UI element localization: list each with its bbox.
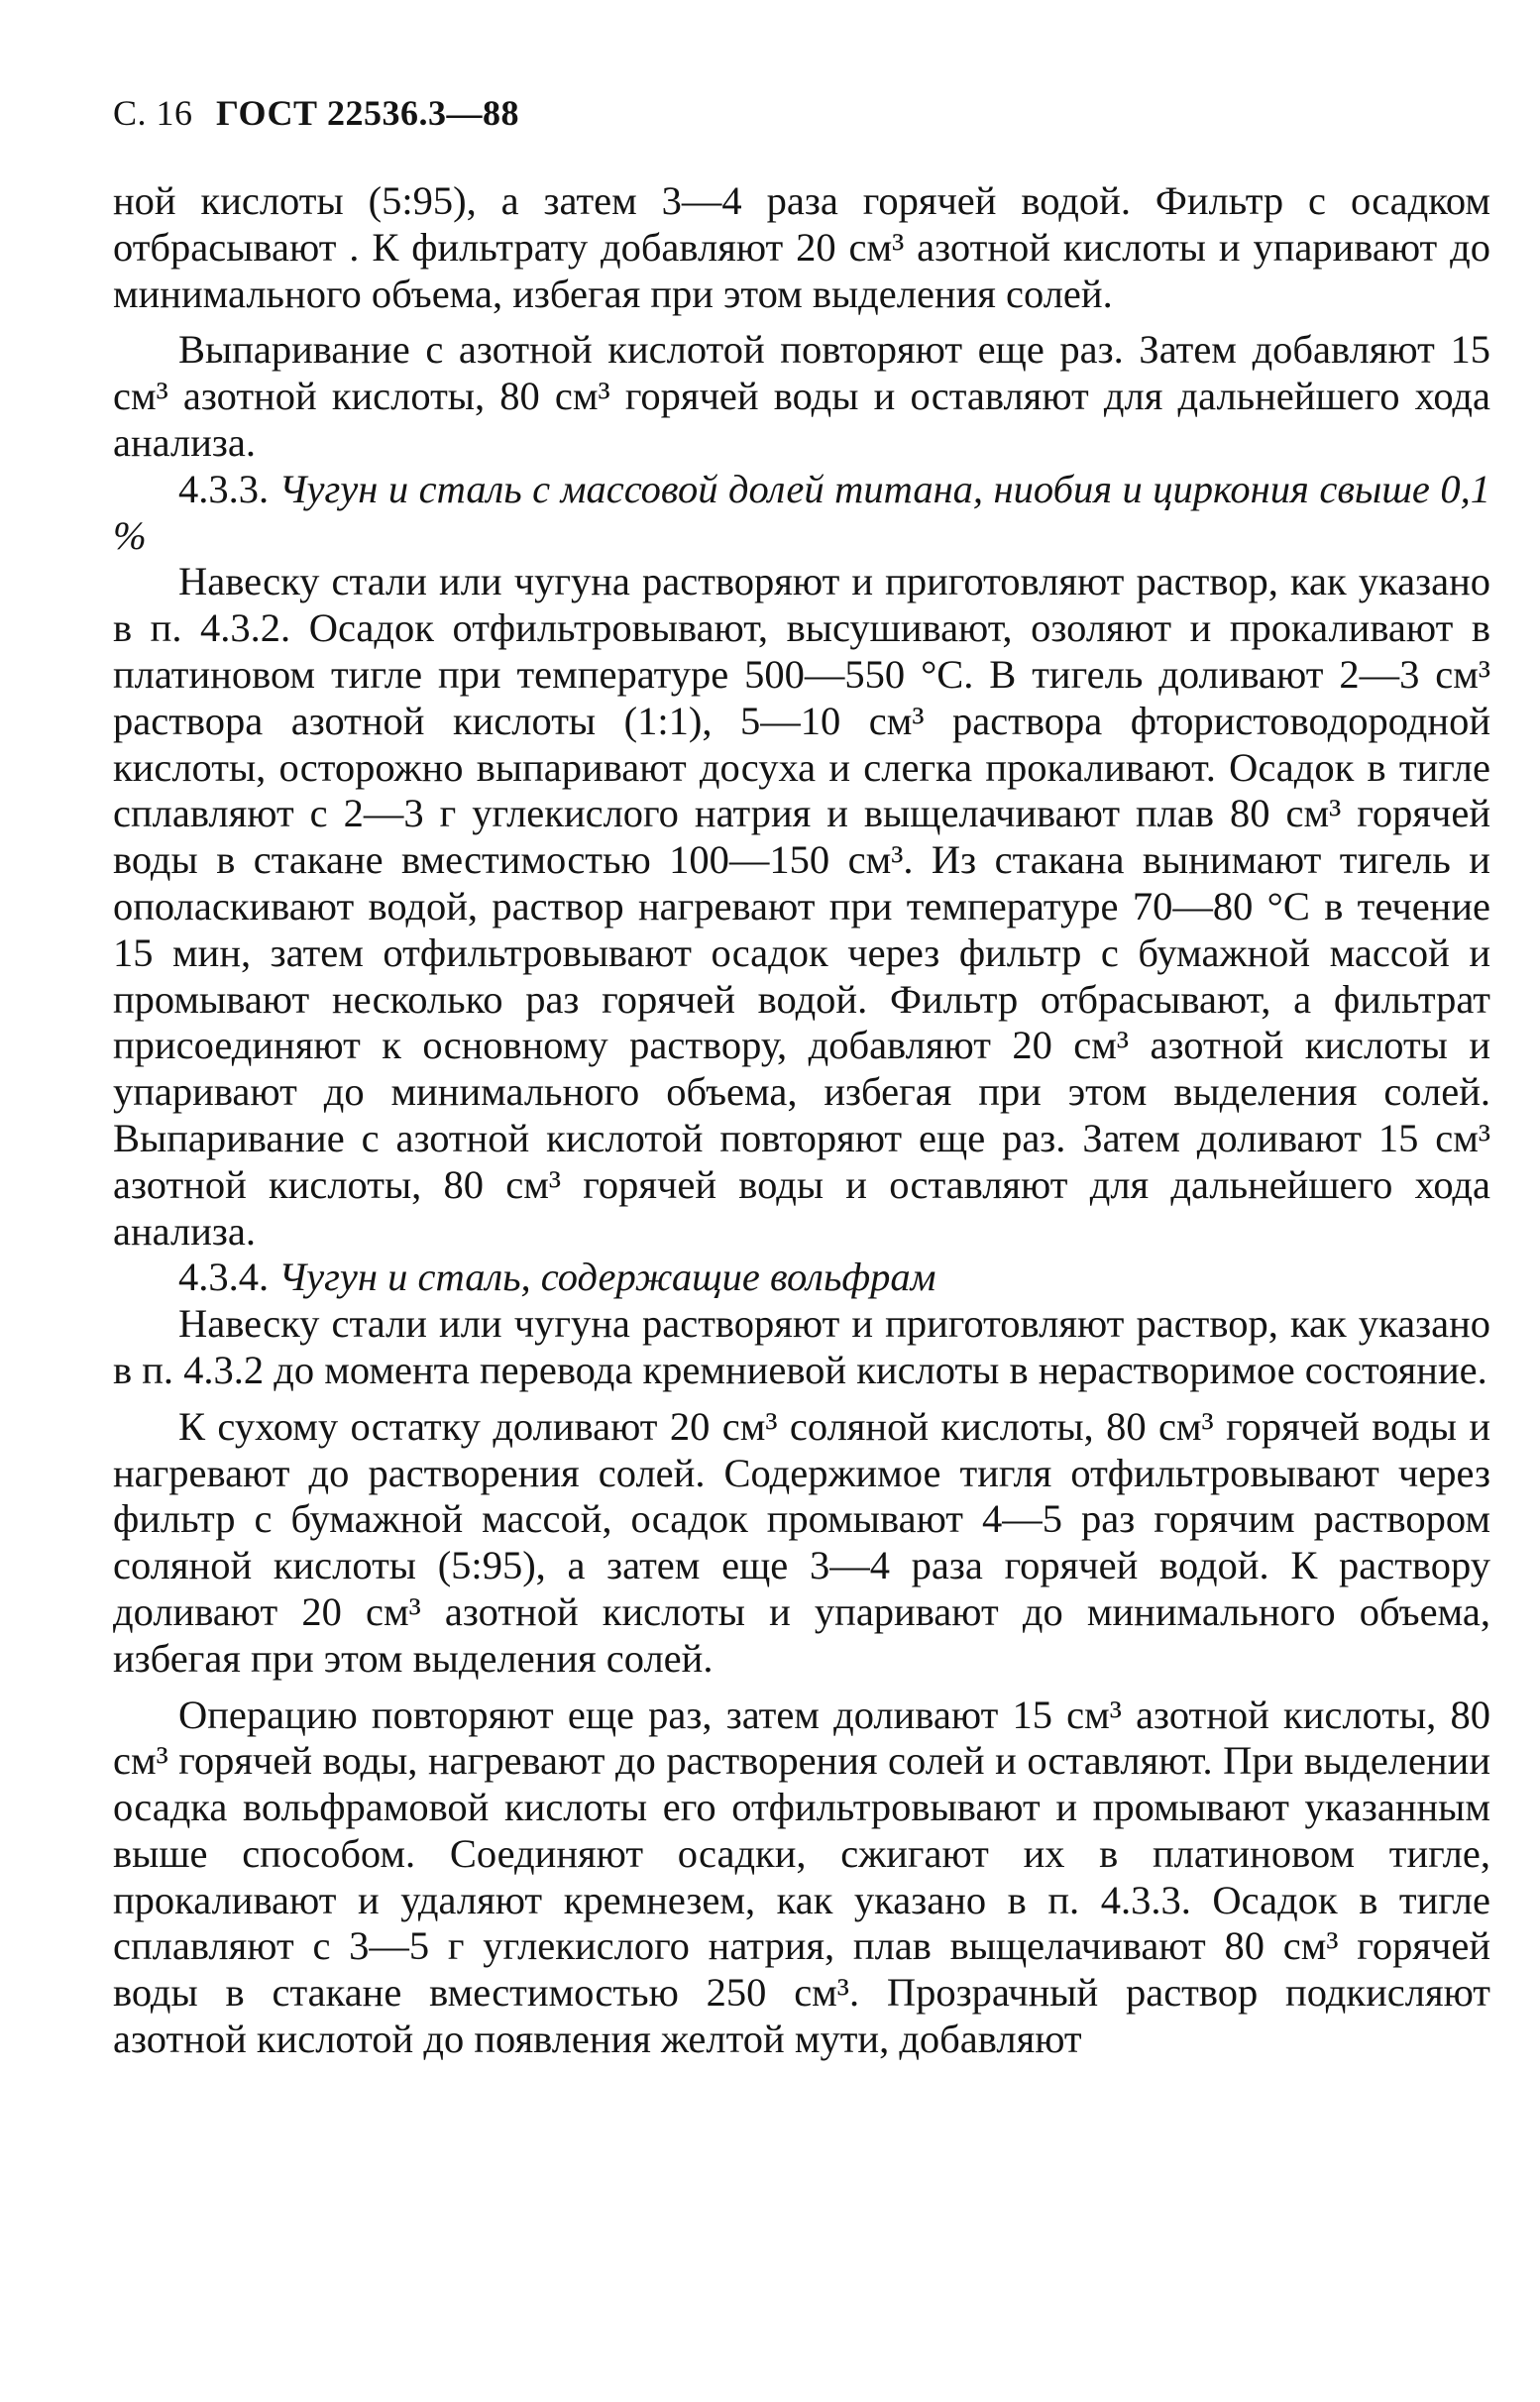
paragraph — [113, 559, 1490, 1255]
standard-number: ГОСТ 22536.3—88 — [216, 93, 519, 133]
paragraph-text: К сухому остатку доливают 20 см³ соляной кислоты, 80 см³ горячей воды и нагревают до растворения солей. Содержимое тигля отфильтровывают через фильтр с бумажной массой, осадок промывают 4—5 раз горячим раствором соляной кислоты (5:95), а затем еще 3—4 раза горячей водой. К раствору доливают 20 см³ азотной кислоты и упаривают до минимального объема, избегая при этом выделения солей. — [113, 1403, 1490, 1681]
page-number: С. 16 — [113, 93, 193, 133]
paragraph-text: Операцию повторяют еще раз, затем доливают 15 см³ азотной кислоты, 80 см³ горячей воды, нагревают до растворения солей и оставляют. При выделении осадка вольфрамовой кислоты его отфильтровывают и промывают указанным выше способом. Соединяют осадки, сжигают их в платиновом тигле, прокаливают и удаляют кремнезем, как указано в п. 4.3.3. Осадок в тигле сплавляют с 3—5 г углекислого натрия, плав выщелачивают 80 см³ горячей воды в стакане вместимостью 250 см³. Прозрачный раствор подкисляют азотной кислотой до появления желтой мути, добавляют — [113, 1692, 1490, 2062]
section-title: Чугун и сталь с массовой долей титана, ниобия и циркония свыше 0,1 % — [113, 466, 1490, 558]
page-header — [113, 91, 531, 135]
section-number: 4.3.3. — [178, 466, 270, 511]
paragraph — [113, 327, 1490, 466]
paragraph-continued — [113, 178, 1490, 317]
paragraph-text: Выпаривание с азотной кислотой повторяют еще раз. Затем добавляют 15 см³ азотной кислоты, 80 см³ горячей воды и оставляют для дальнейшего хода анализа. — [113, 327, 1490, 465]
section-heading-4-3-4 — [113, 1255, 1490, 1301]
paragraph-text: Навеску стали или чугуна растворяют и приготовляют раствор, как указано в п. 4.3.2. Осадок отфильтровывают, высушивают, озоляют и прокаливают в платиновом тигле при температуре 500—550 °С. В тигель доливают 2—3 см³ раствора азотной кислоты (1:1), 5—10 см³ раствора фтористоводородной кислоты, осторожно выпаривают досуха и слегка прокаливают. Осадок в тигле сплавляют с 2—3 г углекислого натрия и выщелачивают плав 80 см³ горячей воды в стакане вместимостью 100—150 см³. Из стакана вынимают тигель и ополаскивают водой, раствор нагревают при температуре 70—80 °С в течение 15 мин, затем отфильтровывают осадок через фильтр с бумажной массой и промывают несколько раз горячей водой. Фильтр отбрасывают, а фильтрат присоединяют к основному раствору, добавляют 20 см³ азотной кислоты и упаривают до минимального объема, избегая при этом выделения солей. Выпаривание с азотной кислотой повторяют еще раз. Затем доливают 15 см³ азотной кислоты, 80 см³ горячей воды и оставляют для дальнейшего хода анализа. — [113, 559, 1490, 1254]
section-heading-4-3-3 — [113, 467, 1490, 560]
paragraph — [113, 1404, 1490, 1683]
document-body — [113, 178, 1490, 2063]
section-number: 4.3.4. — [178, 1255, 270, 1300]
paragraph-text: Навеску стали или чугуна растворяют и приготовляют раствор, как указано в п. 4.3.2 до момента перевода кремниевой кислоты в нерастворимое состояние. — [113, 1301, 1490, 1392]
paragraph — [113, 1301, 1490, 1394]
paragraph — [113, 1692, 1490, 2063]
paragraph-text: ной кислоты (5:95), а затем 3—4 раза горячей водой. Фильтр с осадком отбрасывают . К фильтрату добавляют 20 см³ азотной кислоты и упаривают до минимального объема, избегая при этом выделения солей. — [113, 178, 1490, 316]
section-title: Чугун и сталь, содержащие вольфрам — [278, 1255, 936, 1300]
